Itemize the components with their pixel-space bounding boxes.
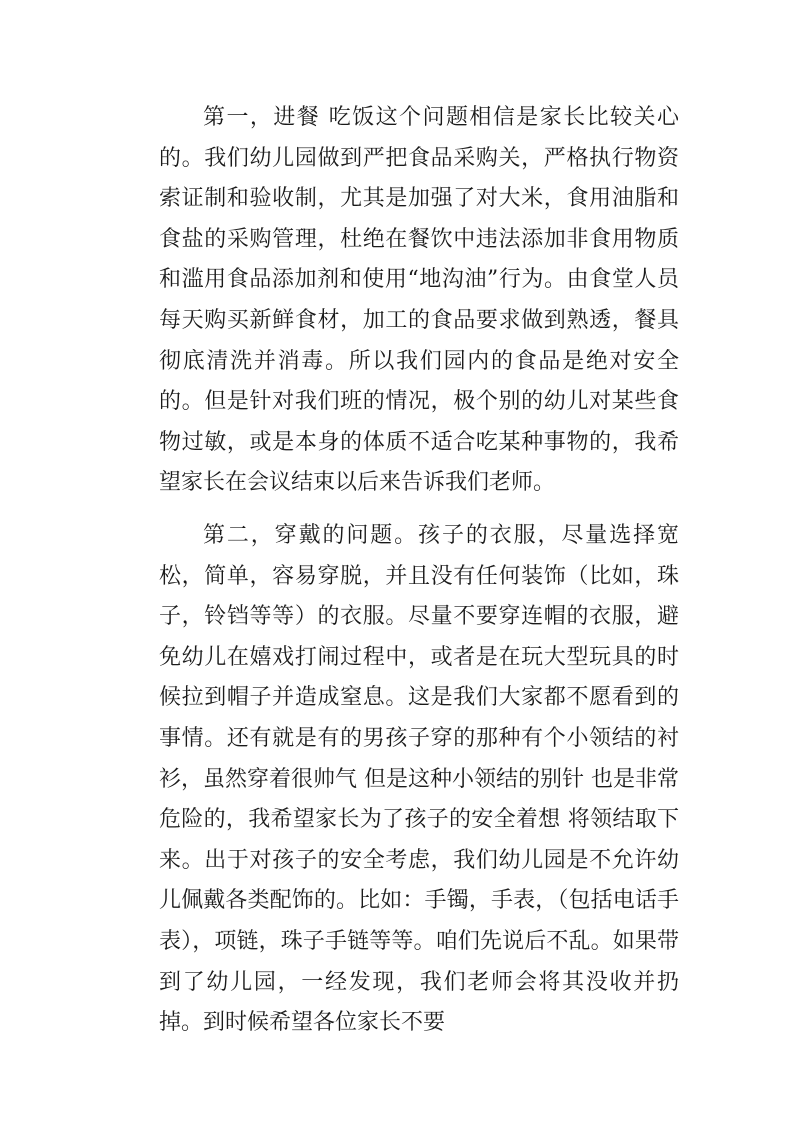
paragraph-meals: 第一，进餐 吃饭这个问题相信是家长比较关心的。我们幼儿园做到严把食品采购关，严格执行物资索证制和验收制，尤其是加强了对大米，食用油脂和食盐的采购管理，杜绝在餐饮中违法添加非食用物质和滥用食品添加剂和使用“地沟油”行为。由食堂人员每天购买新鲜食材，加工的食品要求做到熟透，餐具彻底清洗并消毒。所以我们园内的食品是绝对安全的。但是针对我们班的情况，极个别的幼儿对某些食物过敏，或是本身的体质不适合吃某种事物的，我希望家长在会议结束以后来告诉我们老师。 bbox=[159, 105, 679, 496]
paragraph-clothing: 第二，穿戴的问题。孩子的衣服，尽量选择宽松，简单，容易穿脱，并且没有任何装饰（比如，珠子，铃铛等等）的衣服。尽量不要穿连帽的衣服，避免幼儿在嬉戏打闹过程中，或者是在玩大型玩具的时候拉到帽子并造成窒息。这是我们大家都不愿看到的事情。还有就是有的男孩子穿的那种有个小领结的衬衫，虽然穿着很帅气 但是这种小领结的别针 也是非常危险的，我希望家长为了孩子的安全着想 将领结取下来。出于对孩子的安全考虑，我们幼儿园是不允许幼儿佩戴各类配饰的。比如：手镯，手表，（包括电话手表），项链，珠子手链等等。咱们先说后不乱。如果带到了幼儿园，一经发现，我们老师会将其没收并扔掉。到时候希望各位家长不要 bbox=[159, 523, 679, 1036]
